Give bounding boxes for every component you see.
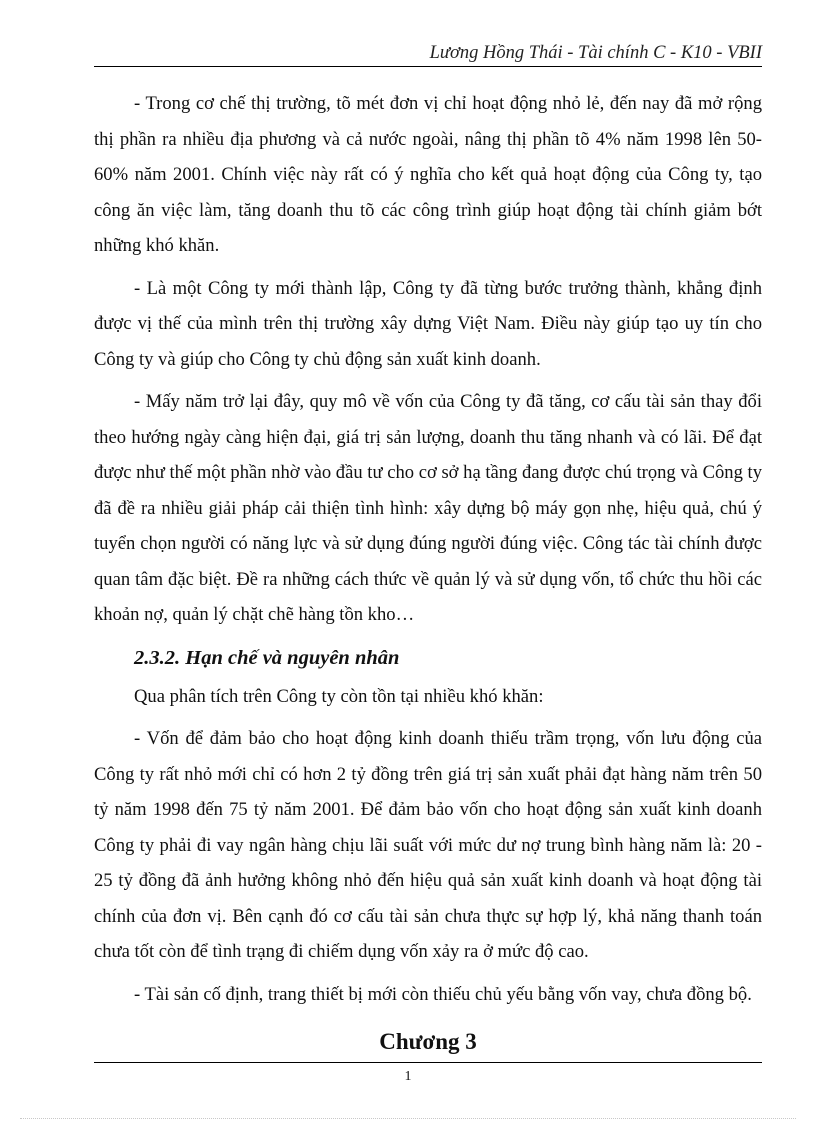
- paragraph-market-expansion: - Trong cơ chế thị trường, tõ mét đơn vị chỉ hoạt động nhỏ lẻ, đến nay đã mở rộng thị phần ra nhiều địa phương và cả nước ngoài, nâng thị phần tõ 4% năm 1998 lên 50-60% năm 2001. Chính việc này rất có ý nghĩa cho kết quả hoạt động của Công ty, tạo công ăn việc làm, tăng doanh thu tõ các công trình giúp hoạt động tài chính giảm bớt những khó khăn.: [94, 93, 762, 256]
- header-text: Lương Hồng Thái - Tài chính C - K10 - VBII: [429, 43, 762, 63]
- paragraph-fixed-assets: - Tài sản cố định, trang thiết bị mới còn thiếu chủ yếu bằng vốn vay, chưa đồng bộ.: [134, 983, 752, 1005]
- running-header: [94, 40, 762, 67]
- paragraph-capital-scale: - Mấy năm trở lại đây, quy mô về vốn của Công ty đã tăng, cơ cấu tài sản thay đổi theo hướng ngày càng hiện đại, giá trị sản lượng, doanh thu tăng nhanh và có lãi. Để đạt được như thế một phần nhờ vào đầu tư cho cơ sở hạ tầng đang được chú trọng và Công ty đã đề ra nhiều giải pháp cải thiện tình hình: xây dựng bộ máy gọn nhẹ, hiệu quả, chú ý tuyển chọn người có năng lực và sử dụng đúng người đúng việc. Công tác tài chính được quan tâm đặc biệt. Đề ra những cách thức về quản lý và sử dụng vốn, tổ chức thu hồi các khoản nợ, quản lý chặt chẽ hàng tồn kho…: [94, 391, 762, 625]
- section-heading: 2.3.2. Hạn chế và nguyên nhân: [134, 646, 400, 669]
- paragraph-capital-shortage: - Vốn để đảm bảo cho hoạt động kinh doanh thiếu trầm trọng, vốn lưu động của Công ty rất nhỏ mới chỉ có hơn 2 tỷ đồng trên giá trị sản xuất phải đạt hàng năm trên 50 tỷ năm 1998 đến 75 tỷ năm 2001. Để đảm bảo vốn cho hoạt động sản xuất kinh doanh Công ty phải đi vay ngân hàng chịu lãi suất với mức dư nợ trung bình hàng năm là: 20 - 25 tỷ đồng đã ảnh hưởng không nhỏ đến hiệu quả sản xuất kinh doanh và hoạt động tài chính của đơn vị. Bên cạnh đó cơ cấu tài sản chưa thực sự hợp lý, khả năng thanh toán chưa tốt còn để tình trạng đi chiếm dụng vốn xảy ra ở mức độ cao.: [94, 728, 762, 962]
- chapter-title: Chương 3: [379, 1029, 477, 1054]
- paragraph-company-growth: - Là một Công ty mới thành lập, Công ty đã từng bước trưởng thành, khẳng định được vị thế của mình trên thị trường xây dựng Việt Nam. Điều này giúp tạo uy tín cho Công ty và giúp cho Công ty chủ động sản xuất kinh doanh.: [94, 277, 762, 370]
- page-edge-divider: [20, 1118, 796, 1119]
- paragraph-intro-difficulties: Qua phân tích trên Công ty còn tồn tại nhiều khó khăn:: [134, 685, 544, 707]
- page-number: 1: [404, 1069, 412, 1084]
- page-body: [94, 86, 762, 1060]
- footer-divider: [94, 1062, 762, 1063]
